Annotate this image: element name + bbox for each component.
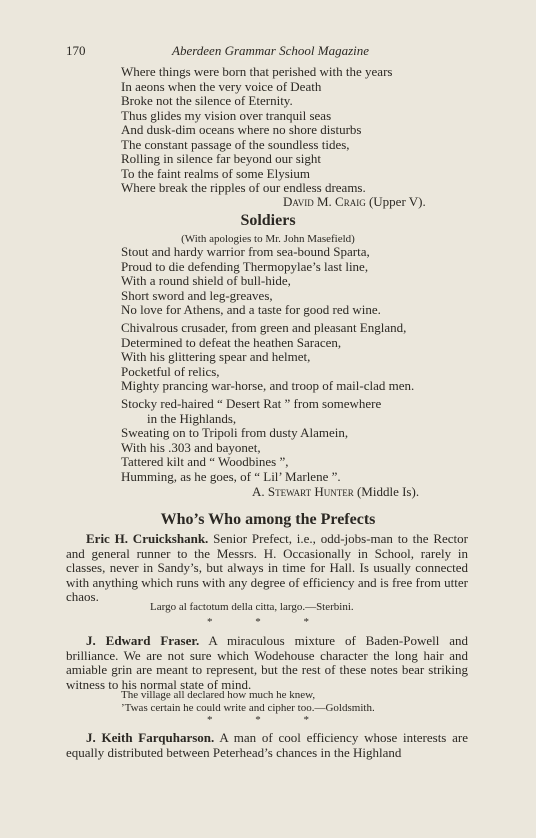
verse-line: Broke not the silence of Eternity.: [121, 93, 293, 108]
prefect-name: J. Keith Farquharson.: [86, 730, 215, 745]
prefects-title: Who’s Who among the Prefects: [160, 511, 376, 528]
prefect-entry: [66, 532, 468, 605]
verse-line: In aeons when the very voice of Death: [121, 78, 322, 94]
verse-line: No love for Athens, and a taste for good red wine.: [121, 302, 381, 317]
quote-line: ’Twas certain he could write and cipher too.—Goldsmith.: [121, 702, 375, 714]
prefect-entry: [66, 634, 468, 692]
verse-line: in the Highlands,: [147, 410, 237, 426]
prefect-description: A miraculous mixture of Baden-Powell and brilliance. We are not sure which Wodehouse character the long hair and amiable grin are meant to represent, but the rest of these notes bear striking witness to his normal state of mind.: [66, 633, 468, 692]
quote-line: The village all declared how much he knew,: [121, 689, 316, 701]
running-title: Aberdeen Grammar School Magazine: [172, 43, 370, 58]
verse-line: The constant passage of the soundless tides,: [121, 136, 350, 152]
prefect-quote: [121, 689, 375, 715]
verse-line: Where break the ripples of our endless dreams.: [121, 180, 366, 195]
prefect-description: A man of cool efficiency whose interests are equally distributed between Peterhead’s chances in the Highland: [66, 730, 468, 760]
poem2-stanza-2: [121, 321, 414, 394]
verse-line: Tattered kilt and “ Woodbines ”,: [121, 454, 289, 469]
poem1-author: David M. Craig: [283, 194, 366, 209]
poem2-subtitle: (With apologies to Mr. John Masefield): [181, 233, 355, 245]
verse-line: Rolling in silence far beyond our sight: [121, 151, 322, 166]
page-header: [66, 43, 506, 63]
verse-line: Proud to die defending Thermopylae’s last line,: [121, 258, 369, 274]
verse-line: With his .303 and bayonet,: [121, 439, 261, 455]
verse-line: And dusk-dim oceans where no shore disturbs: [121, 122, 362, 137]
poem2-title: Soldiers: [240, 212, 296, 229]
verse-line: Stocky red-haired “ Desert Rat ” from somewhere: [121, 396, 382, 411]
verse-line: To the faint realms of some Elysium: [121, 165, 310, 181]
poem1-author-note: (Upper V).: [368, 194, 426, 209]
verse-line: Sweating on to Tripoli from dusty Alamein,: [121, 425, 349, 440]
verse-line: Short sword and leg-greaves,: [121, 287, 273, 303]
prefect-description: Senior Prefect, i.e., odd-jobs-man to the Rector and general runner to the Messrs. H. Occasionally in School, rarely in classes, never in Sandy’s, but always in time for Hall. Is usually connected with anything which runs with any degree of efficiency and is free from utter chaos.: [66, 531, 468, 604]
prefect-name: Eric H. Cruickshank.: [86, 531, 209, 546]
poem1-attribution: [283, 194, 426, 210]
verse-line: Humming, as he goes, of “ Lil’ Marlene ”.: [121, 468, 341, 484]
prefect-name: J. Edward Fraser.: [86, 633, 200, 648]
section-separator: * * *: [207, 714, 329, 726]
verse-line: With a round shield of bull-hide,: [121, 273, 291, 288]
verse-line: Where things were born that perished with the years: [121, 64, 393, 79]
poem2-stanza-1: [121, 245, 381, 318]
poem2-author: A. Stewart Hunter: [252, 484, 354, 499]
poem-continuation: [121, 65, 392, 196]
page-number: 170: [66, 43, 86, 58]
poem2-stanza-3: [121, 397, 381, 484]
verse-line: Mighty prancing war-horse, and troop of mail-clad men.: [121, 378, 415, 393]
poem2-attribution: [252, 484, 419, 500]
verse-line: Chivalrous crusader, from green and pleasant England,: [121, 320, 407, 335]
prefect-entry: [66, 731, 468, 760]
verse-line: Pocketful of relics,: [121, 363, 220, 379]
prefect-quote: Largo al factotum della citta, largo.—Sterbini.: [150, 601, 354, 613]
verse-line: Stout and hardy warrior from sea-bound Sparta,: [121, 244, 370, 259]
verse-line: Determined to defeat the heathen Saracen,: [121, 334, 342, 350]
section-separator: * * *: [207, 616, 329, 628]
verse-line: Thus glides my vision over tranquil seas: [121, 107, 332, 123]
poem2-author-note: (Middle Is).: [356, 484, 420, 499]
verse-line: With his glittering spear and helmet,: [121, 349, 311, 364]
